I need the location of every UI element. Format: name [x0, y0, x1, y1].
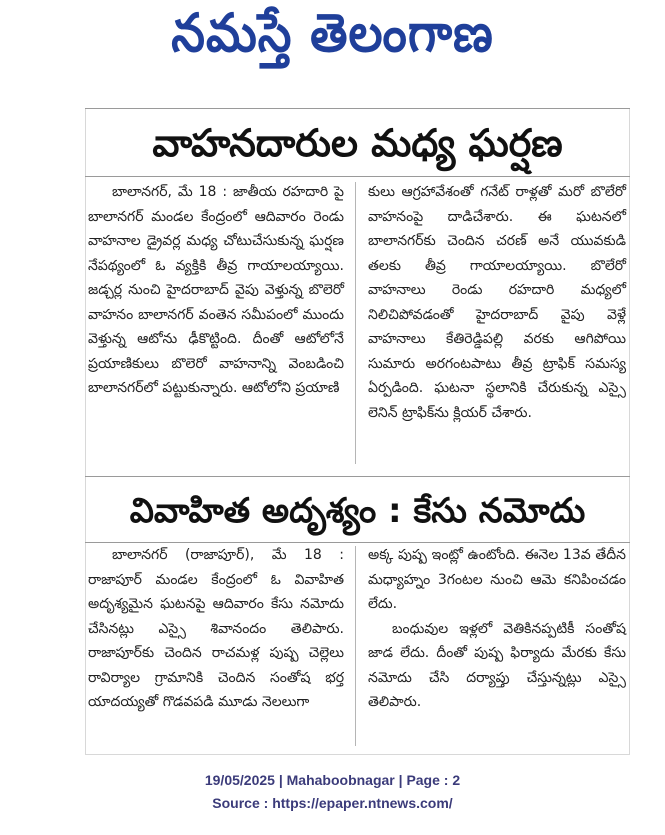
article1-headline-rule [85, 176, 630, 177]
article1-column-left [88, 180, 344, 401]
column-divider [355, 182, 356, 464]
column-divider [355, 546, 356, 746]
article2-column-right [368, 543, 626, 715]
article1-body-right: కులు ఆగ్రహావేశంతో గనేట్ రాళ్లతో మరో బొలేరో వాహనంపై దాడిచేశారు. ఈ ఘటనలో బాలానగర్‌కు చెందిన చరణ్ అనే యువకుడి తలకు తీవ్ర గాయాలయ్యాయి. బొలేరో వాహనాలు రెండు రహదారి మధ్యలో నిలిచిపోవడంతో హైదరాబాద్ వైపు వెళ్లే వాహనాలు కేతిరెడ్డిపల్లి వరకు ఆగిపోయి సుమారు అరగంటపాటు తీవ్ర ట్రాఫిక్ సమస్య ఏర్పడింది. ఘటనా స్థలానికి చేరుకున్న ఎస్సై లెనిన్ ట్రాఫిక్‌ను క్లియర్ చేశారు. [368, 184, 626, 421]
newspaper-logo: నమస్తే తెలంగాణ [171, 2, 494, 65]
article1-headline: వాహనదారుల మధ్య ఘర్షణ [152, 121, 563, 165]
article1-column-right [368, 180, 626, 425]
footer-date-edition: 19/05/2025 | Mahaboobnagar | Page : 2 [204, 772, 461, 788]
masthead [0, 0, 665, 80]
article1-body-left: బాలానగర్, మే 18 : జాతీయ రహదారి పై బాలానగర్ మండల కేంద్రంలో ఆదివారం రెండు వాహనాల డ్రైవర్ల మధ్య చోటుచేసుకున్న ఘర్షణ నేపథ్యంలో ఓ వ్యక్తికి తీవ్ర గాయాలయ్యాయి. జడ్చర్ల నుంచి హైదరాబాద్ వైపు వెళ్తున్న బొలెరో వాహనం బాలానగర్ వంతెన సమీపంలో ముందు వెళ్తున్న ఆటోను ఢీకొట్టింది. దీంతో ఆటోలోనే ప్రయాణికులు బొలెరో వాహనాన్ని వెంబడించి బాలానగర్‌లో పట్టుకున్నారు. ఆటోలోని ప్రయాణి [88, 184, 344, 396]
article1-top-rule [85, 108, 630, 109]
article2-column-left [88, 543, 344, 715]
article2-top-rule [85, 476, 630, 477]
article2-headline: వివాహిత అదృశ్యం : కేసు నమోదు [129, 491, 586, 531]
article2-body-left: బాలానగర్ (రాజాపూర్), మే 18 : రాజాపూర్ మండల కేంద్రంలో ఓ వివాహిత అదృశ్యమైన ఘటనపై ఆదివారం కేసు నమోదు చేసినట్లు ఎస్సై శివానందం తెలిపారు. రాజాపూర్‌కు చెందిన రాచమళ్ల పుష్ప చెల్లెలు రావిర్యాల గ్రామానికి చెందిన సంతోష భర్త యాదయ్యతో గొడవపడి మూడు నెలలుగా [88, 547, 344, 710]
article2-body-right-p2: బంధువుల ఇళ్లలో వెతికినప్పటికీ సంతోష జాడ లేదు. దీంతో పుష్ప ఫిర్యాదు మేరకు కేసు నమోదు చేసి దర్యాప్తు చేస్తున్నట్లు ఎస్సై తెలిపారు. [368, 620, 626, 710]
footer-source: Source : https://epaper.ntnews.com/ [212, 795, 453, 811]
article2-body-right-p1: అక్క పుష్ప ఇంట్లో ఉంటోంది. ఈనెల 13వ తేదీన మధ్యాహ్నం 3గంటల నుంచి ఆమె కనిపించడం లేదు. [368, 547, 626, 612]
